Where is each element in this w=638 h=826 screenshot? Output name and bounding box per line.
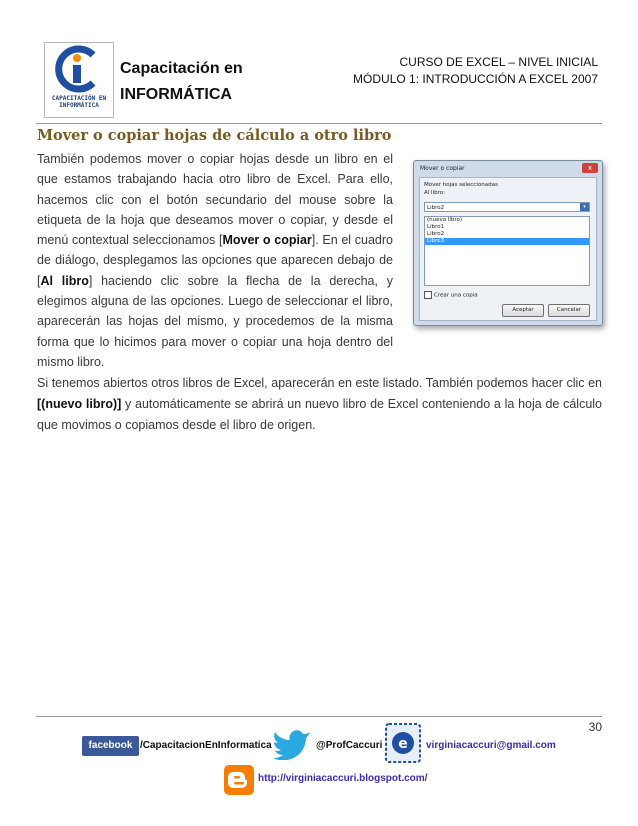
list-item: Libro1 bbox=[427, 224, 445, 230]
svg-text:e: e bbox=[398, 736, 408, 752]
label-move-sheets: Mover hojas seleccionadas bbox=[424, 182, 498, 188]
create-copy-checkbox bbox=[424, 291, 478, 299]
brand-title bbox=[120, 56, 243, 108]
book-select-value: Libro2 bbox=[427, 205, 445, 211]
move-copy-dialog-screenshot bbox=[413, 160, 603, 326]
blogger-icon bbox=[224, 765, 254, 795]
blog-link[interactable]: http://virginiacaccuri.blogspot.com/ bbox=[258, 773, 428, 784]
brand-line2: INFORMÁTICA bbox=[120, 86, 232, 103]
logo bbox=[44, 42, 114, 118]
twitter-icon bbox=[272, 728, 312, 760]
footer-divider bbox=[36, 716, 602, 717]
list-item-selected: Libro3 bbox=[425, 238, 589, 245]
close-icon: x bbox=[582, 163, 598, 173]
page-number: 30 bbox=[588, 720, 602, 734]
dialog-title: Mover o copiar bbox=[420, 165, 465, 172]
list-item: (nuevo libro) bbox=[427, 217, 463, 223]
facebook-icon: facebook bbox=[82, 736, 139, 756]
list-item: Libro2 bbox=[427, 231, 445, 237]
create-copy-label: Crear una copia bbox=[434, 292, 478, 299]
logo-ci-icon bbox=[53, 45, 101, 93]
email-link[interactable]: virginiacaccuri@gmail.com bbox=[426, 740, 556, 751]
logo-text: CAPACITACIÓN EN INFORMÁTICA bbox=[51, 95, 107, 109]
p1-highlight-al-libro: Al libro bbox=[40, 273, 89, 288]
section-title: Mover o copiar hojas de cálculo a otro libro bbox=[37, 127, 392, 144]
paragraph-2 bbox=[37, 373, 602, 436]
label-to-book: Al libro: bbox=[424, 190, 445, 196]
chevron-down-icon: ▾ bbox=[580, 203, 589, 211]
p1-text-c: ] haciendo clic sobre la flecha de la derecha, y elegimos alguna de las opciones. Luego de seleccionar el libro, aparecerán las hojas del mismo, y procedemos de la misma forma que lo hicimos para mover o copiar una hoja dentro del mismo libro. bbox=[37, 273, 393, 369]
ok-button: Aceptar bbox=[502, 304, 544, 317]
dialog-body bbox=[419, 177, 597, 321]
email-icon bbox=[384, 722, 422, 764]
cancel-button: Cancelar bbox=[548, 304, 590, 317]
book-list bbox=[424, 216, 590, 286]
book-select bbox=[424, 202, 590, 212]
blogger-b-icon bbox=[224, 765, 254, 795]
p2-text-b: y automáticamente se abrirá un nuevo libro de Excel conteniendo a la hoja de cálculo que movimos o copiamos desde el libro de origen. bbox=[37, 397, 603, 432]
course-line1: CURSO DE EXCEL – NIVEL INICIAL bbox=[399, 55, 598, 69]
p2-text-a: Si tenemos abiertos otros libros de Excel, aparecerán en este listado. También podemos hacer clic en bbox=[37, 376, 602, 390]
paragraph-1 bbox=[37, 149, 393, 372]
brand-line1: Capacitación en bbox=[120, 60, 243, 77]
checkbox-icon bbox=[424, 291, 432, 299]
twitter-link[interactable]: @ProfCaccuri bbox=[316, 740, 383, 751]
header-divider bbox=[36, 123, 602, 124]
facebook-link[interactable]: /CapacitacionEnInformatica bbox=[140, 740, 272, 751]
course-info bbox=[353, 54, 598, 88]
p2-highlight-nuevo-libro: [(nuevo libro)] bbox=[37, 397, 122, 411]
p1-text-a: También podemos mover o copiar hojas desde un libro en el que estamos trabajando hacia otro libro de Excel. Para ello, hacemos clic con el botón secundario del mouse sobre la etiqueta de la hoja que deseamos mover o copiar, y desde el menú contextual seleccionamos [ bbox=[37, 152, 393, 248]
p1-text-b: ]. En el cuadro de diálogo, desplegamos las opciones que aparecen debajo de [ bbox=[37, 233, 393, 288]
p1-highlight-mover-copiar: Mover o copiar bbox=[222, 233, 312, 248]
course-line2: MÓDULO 1: INTRODUCCIÓN A EXCEL 2007 bbox=[353, 72, 598, 86]
